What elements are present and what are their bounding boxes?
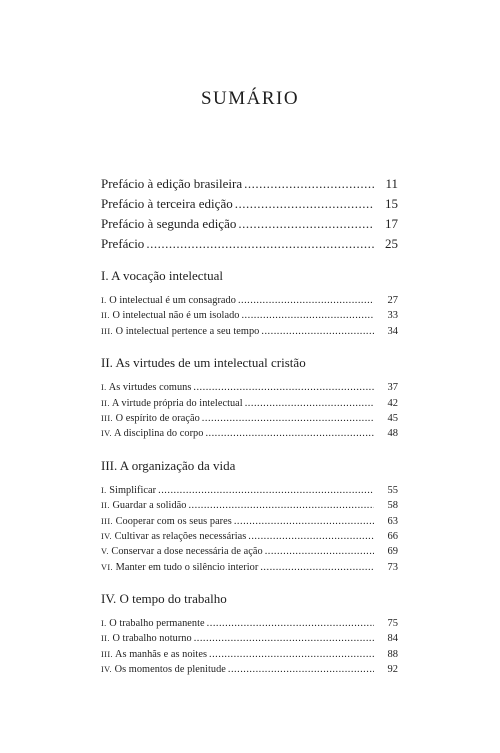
toc-section-page: 73	[387, 561, 398, 573]
toc-section-page: 75	[387, 618, 398, 630]
chapter-title[interactable]: I. A vocação intelectual	[101, 268, 224, 283]
toc-section-label	[101, 380, 191, 395]
toc-section-label	[101, 560, 258, 575]
section-title: O intelectual não é um isolado	[112, 310, 240, 322]
toc-section-label	[101, 529, 246, 544]
toc-section-page: 84	[387, 633, 398, 645]
toc-section-label	[101, 631, 192, 646]
dot-leader	[228, 662, 374, 677]
section-numeral: I.	[101, 485, 107, 495]
dot-leader	[238, 214, 374, 234]
section-numeral: III.	[101, 516, 113, 526]
toc-section[interactable]	[101, 647, 398, 662]
section-numeral: III.	[101, 326, 113, 336]
toc-section-page: 58	[387, 500, 398, 512]
toc-entry-page: 17	[385, 216, 398, 231]
chapter-2	[101, 353, 398, 442]
toc-section-label	[101, 544, 263, 559]
dot-leader	[158, 483, 374, 498]
section-numeral: II.	[101, 398, 110, 408]
section-title: Cultivar as relações necessárias	[114, 530, 247, 542]
section-numeral: V.	[101, 547, 109, 557]
toc-section-page: 33	[387, 310, 398, 322]
toc-section[interactable]	[101, 308, 398, 323]
chapter-title[interactable]: II. As virtudes de um intelectual cristão	[101, 355, 306, 371]
toc-section-label	[101, 411, 200, 426]
toc-entry-label: Prefácio	[101, 236, 145, 251]
toc-entry-prefacio-edicao-brasileira[interactable]	[101, 174, 398, 194]
dot-leader	[193, 380, 374, 395]
section-title: O intelectual é um consagrado	[109, 295, 236, 306]
dot-leader	[260, 560, 374, 575]
toc-entry-page: 25	[385, 236, 398, 251]
toc-section-label	[101, 426, 203, 441]
dot-leader	[209, 647, 374, 662]
dot-leader	[205, 426, 374, 441]
dot-leader	[238, 293, 374, 308]
toc-entry-label: Prefácio à segunda edição	[101, 216, 237, 231]
section-numeral: II.	[101, 501, 110, 511]
chapter-title[interactable]: III. A organização da vida	[101, 457, 236, 473]
toc-section-page: 66	[387, 530, 398, 542]
toc-section-page: 42	[387, 397, 398, 409]
toc-section[interactable]	[101, 483, 398, 498]
chapter-title[interactable]: IV. O tempo do trabalho	[101, 591, 227, 607]
section-title: Os momentos de plenitude	[114, 664, 226, 676]
section-title: Conservar a dose necessária de ação	[111, 546, 263, 558]
toc-section-label	[101, 308, 239, 323]
toc-section-label	[101, 483, 156, 498]
section-numeral: II.	[101, 634, 110, 644]
toc-section[interactable]	[101, 293, 398, 308]
dot-leader	[248, 529, 374, 544]
toc-section-page: 48	[387, 428, 398, 440]
dot-leader	[235, 194, 374, 214]
section-numeral: I.	[101, 296, 107, 305]
toc-section[interactable]	[101, 544, 398, 559]
toc-section[interactable]	[101, 662, 398, 677]
section-numeral: III.	[101, 413, 113, 423]
dot-leader	[188, 498, 374, 513]
section-numeral: I.	[101, 619, 107, 629]
toc-section[interactable]	[101, 396, 398, 411]
toc-section-label	[101, 514, 232, 529]
toc-section-page: 92	[387, 664, 398, 676]
section-title: O trabalho noturno	[112, 633, 192, 645]
toc-section-page: 27	[387, 295, 398, 306]
chapter-1	[101, 266, 398, 339]
dot-leader	[146, 234, 374, 254]
front-matter-list	[101, 174, 398, 254]
section-title: Simplificar	[109, 484, 157, 496]
dot-leader	[265, 544, 374, 559]
section-title: Guardar a solidão	[112, 500, 187, 512]
toc-section[interactable]	[101, 514, 398, 529]
section-title: O trabalho permanente	[109, 618, 205, 630]
toc-entry-prefacio[interactable]	[101, 234, 398, 254]
toc-entry-page: 15	[385, 196, 398, 211]
dot-leader	[244, 174, 374, 194]
toc-section-label	[101, 324, 259, 339]
section-numeral: II.	[101, 311, 110, 321]
section-title: O intelectual pertence a seu tempo	[115, 325, 260, 337]
toc-entry-label: Prefácio à edição brasileira	[101, 176, 243, 191]
toc-section-label	[101, 647, 207, 662]
toc-section[interactable]	[101, 426, 398, 441]
section-title: Manter em tudo o silêncio interior	[115, 561, 259, 573]
toc-section[interactable]	[101, 631, 398, 646]
dot-leader	[245, 396, 374, 411]
toc-section[interactable]	[101, 380, 398, 395]
toc-section-label	[101, 616, 205, 631]
toc-section[interactable]	[101, 411, 398, 426]
section-numeral: IV.	[101, 665, 112, 675]
toc-section-label	[101, 498, 186, 513]
toc-section-page: 63	[387, 515, 398, 527]
toc-section-label	[101, 293, 236, 308]
chapter-4	[101, 589, 398, 678]
toc-section-page: 55	[387, 484, 398, 496]
toc-section-page: 69	[387, 546, 398, 558]
page-title: SUMÁRIO	[200, 88, 300, 109]
dot-leader	[261, 324, 374, 339]
section-title: Cooperar com os seus pares	[115, 515, 232, 527]
section-numeral: IV.	[101, 531, 112, 541]
toc-section-page: 37	[387, 382, 398, 394]
toc-section[interactable]	[101, 616, 398, 631]
toc-section[interactable]	[101, 560, 398, 575]
section-numeral: I.	[101, 383, 107, 393]
toc-entry-page: 11	[385, 176, 398, 191]
dot-leader	[241, 308, 374, 323]
toc-section[interactable]	[101, 324, 398, 339]
dot-leader	[202, 411, 374, 426]
section-numeral: IV.	[101, 429, 112, 439]
toc-section-label	[101, 396, 243, 411]
toc-section-label	[101, 662, 226, 677]
toc-section-page: 34	[387, 325, 398, 337]
section-title: As manhãs e as noites	[115, 648, 208, 660]
toc-entry-prefacio-segunda-edicao[interactable]	[101, 214, 398, 234]
toc-entry-prefacio-terceira-edicao[interactable]	[101, 194, 398, 214]
section-numeral: III.	[101, 649, 113, 659]
section-title: A disciplina do corpo	[114, 428, 204, 440]
toc-section-page: 88	[387, 648, 398, 660]
toc-entry-label: Prefácio à terceira edição	[101, 196, 233, 211]
section-numeral: VI.	[101, 562, 114, 572]
toc-section-page: 45	[387, 412, 398, 424]
section-title: A virtude própria do intelectual	[111, 397, 243, 409]
dot-leader	[194, 631, 374, 646]
table-of-contents	[101, 174, 398, 678]
section-title: O espírito de oração	[115, 412, 200, 424]
toc-section[interactable]	[101, 529, 398, 544]
dot-leader	[234, 514, 374, 529]
chapter-3	[101, 456, 398, 575]
dot-leader	[207, 616, 374, 631]
section-title: As virtudes comuns	[108, 382, 192, 394]
toc-section[interactable]	[101, 498, 398, 513]
